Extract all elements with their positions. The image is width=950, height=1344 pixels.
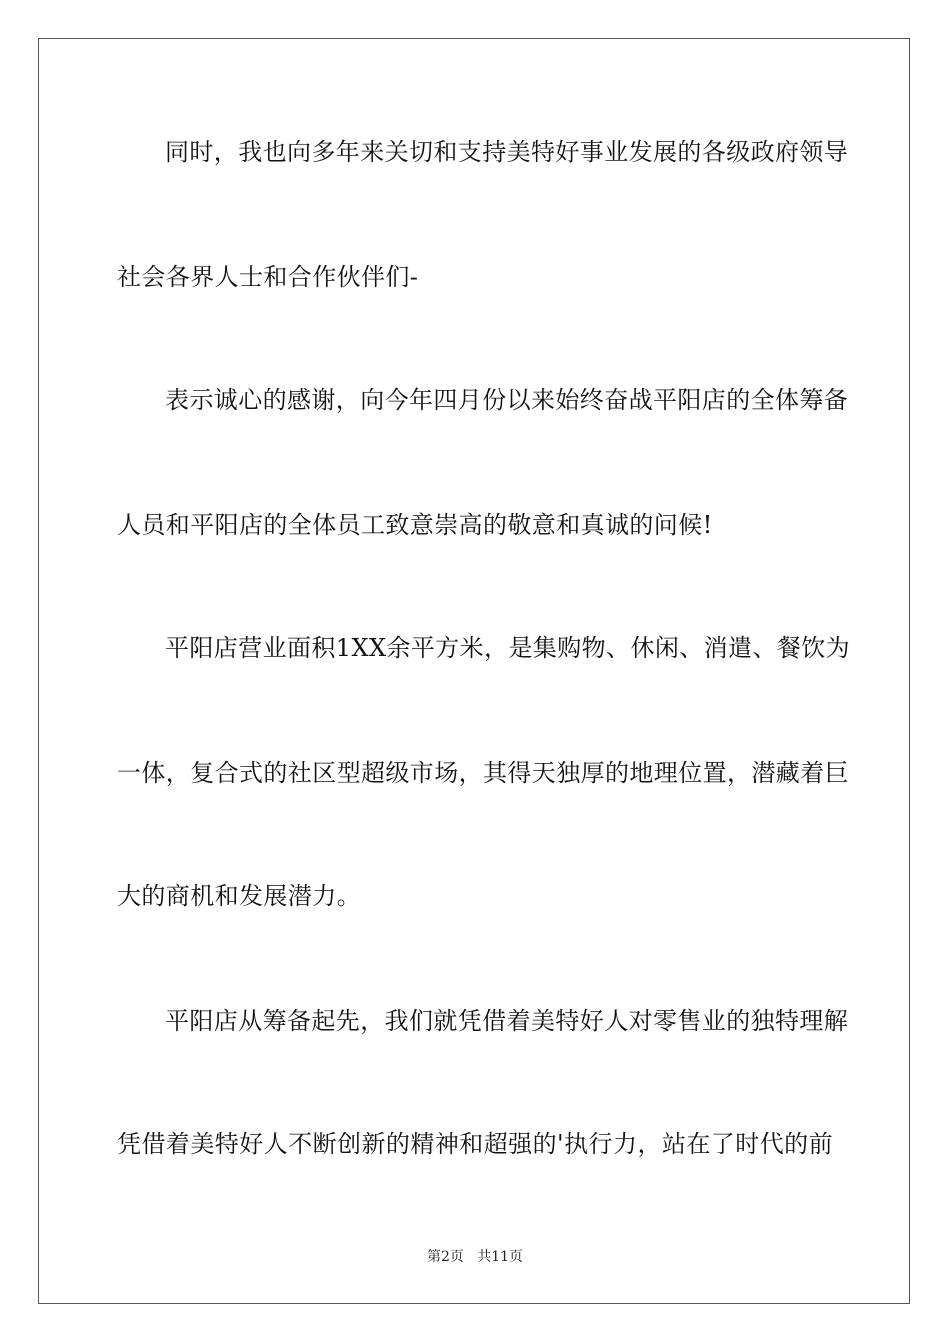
paragraph-line: 社会各界人士和合作伙伴们- — [117, 263, 419, 291]
paragraph-line: 表示诚心的感谢，向今年四月份以来始终奋战平阳店的全体筹备 — [165, 386, 849, 414]
paragraph-line: 同时，我也向多年来关切和支持美特好事业发展的各级政府领导 — [165, 138, 849, 166]
paragraph-line: 凭借着美特好人不断创新的精神和超强的'执行力，站在了时代的前 — [117, 1130, 833, 1158]
paragraph-line: 大的商机和发展潜力。 — [117, 882, 361, 910]
page-number-footer: 第2页 共11页 — [426, 1249, 524, 1265]
paragraph-line: 人员和平阳店的全体员工致意崇高的敬意和真诚的问候! — [117, 511, 713, 539]
paragraph-line: 一体，复合式的社区型超级市场，其得天独厚的地理位置，潜藏着巨 — [117, 759, 849, 787]
paragraph-line: 平阳店从筹备起先，我们就凭借着美特好人对零售业的独特理解 — [165, 1007, 849, 1035]
page-border — [38, 38, 910, 1304]
paragraph-line: 平阳店营业面积1XX余平方米，是集购物、休闲、消遣、餐饮为 — [165, 634, 851, 662]
